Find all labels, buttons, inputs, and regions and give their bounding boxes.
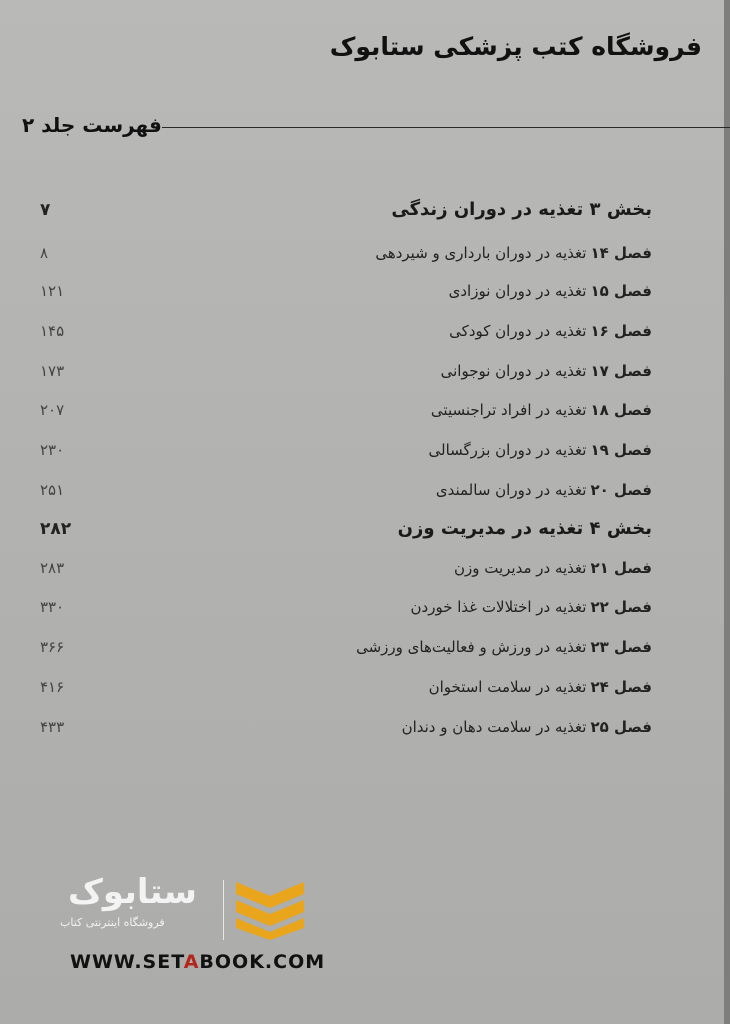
chapter-number: فصل ۱۵ [590, 282, 652, 300]
toc-chapter-row [40, 226, 652, 262]
toc-entry-title: تغذیه در مدیریت وزن [453, 559, 587, 577]
toc-page-number: ۴۱۶ [40, 678, 65, 696]
logo-divider [223, 880, 224, 940]
logo-wordmark: ستابوک [68, 872, 197, 912]
page-edge [724, 0, 730, 1024]
website-url-accent: A [183, 951, 200, 973]
toc-section-row [40, 184, 652, 220]
toc-chapter-row [40, 304, 652, 340]
chapter-number: فصل ۲۴ [590, 678, 652, 696]
toc-page-number: ۷ [40, 200, 51, 220]
toc-page-number: ۱۲۱ [40, 282, 65, 300]
chapter-number: فصل ۱۶ [590, 322, 652, 340]
chapter-number: فصل ۱۹ [590, 441, 652, 459]
website-url-end: BOOK.COM [199, 951, 326, 973]
header-divider [162, 127, 730, 128]
toc-entry-title: تغذیه در اختلالات غذا خوردن [410, 598, 587, 616]
toc-entry-label [398, 518, 652, 539]
chapter-number: فصل ۲۳ [590, 638, 652, 656]
website-url[interactable] [70, 951, 325, 973]
toc-chapter-row [40, 423, 652, 459]
toc-chapter-row [40, 264, 652, 300]
toc-entry-label [402, 718, 652, 736]
toc-entry-title: تغذیه در سلامت دهان و دندان [401, 718, 587, 736]
toc-entry-title: تغذیه در دوران کودکی [449, 322, 587, 340]
toc-page-number: ۲۰۷ [40, 401, 65, 419]
chapter-number: فصل ۲۵ [590, 718, 652, 736]
toc-entry-title: تغذیه در دوران نوزادی [448, 282, 587, 300]
toc-page-number: ۸ [40, 244, 49, 262]
toc-chapter-row [40, 580, 652, 616]
toc-chapter-row [40, 541, 652, 577]
chapter-number: فصل ۲۱ [590, 559, 652, 577]
setabook-logo [60, 872, 310, 952]
toc-entry-label [391, 199, 652, 220]
store-title: فروشگاه کتب پزشکی ستابوک [329, 32, 702, 61]
toc-entry-label [436, 481, 652, 499]
toc-entry-label [441, 362, 652, 380]
toc-entry-label [356, 638, 652, 656]
chapter-number: فصل ۱۷ [590, 362, 652, 380]
chapter-number: فصل ۲۰ [590, 481, 652, 499]
chapter-number: فصل ۱۸ [590, 401, 652, 419]
toc-entry-label [429, 678, 652, 696]
toc-page-number: ۱۴۵ [40, 322, 65, 340]
toc-chapter-row [40, 344, 652, 380]
chevron-stack-icon [232, 878, 308, 940]
toc-page-number: ۴۳۳ [40, 718, 65, 736]
chapter-number: فصل ۲۲ [590, 598, 652, 616]
toc-entry-title: تغذیه در دوران بزرگسالی [428, 441, 587, 459]
toc-entry-label [429, 441, 652, 459]
toc-entry-title: تغذیه در ورزش و فعالیت‌های ورزشی [356, 638, 587, 656]
toc-entry-title: تغذیه در دوران نوجوانی [440, 362, 587, 380]
toc-chapter-row [40, 660, 652, 696]
toc-entry-label [449, 282, 652, 300]
toc-page-number: ۲۵۱ [40, 481, 65, 499]
toc-entry-title: بخش ۴ تغذیه در مدیریت وزن [397, 518, 652, 539]
toc-entry-label [431, 401, 652, 419]
toc-entry-label [411, 598, 652, 616]
toc-entry-label [454, 559, 652, 577]
toc-title: فهرست جلد ۲ [22, 113, 162, 137]
toc-chapter-row [40, 620, 652, 656]
toc-entry-label [375, 244, 652, 262]
toc-entry-title: تغذیه در دوران بارداری و شیردهی [375, 244, 587, 262]
toc-page-number: ۲۸۳ [40, 559, 65, 577]
toc-page-number: ۱۷۳ [40, 362, 65, 380]
toc-entry-title: تغذیه در سلامت استخوان [428, 678, 587, 696]
website-url-start: WWW.SET [70, 951, 184, 973]
toc-page-number: ۲۳۰ [40, 441, 65, 459]
toc-page-number: ۳۶۶ [40, 638, 65, 656]
toc-entry-title: بخش ۳ تغذیه در دوران زندگی [391, 199, 652, 220]
toc-entry-label [449, 322, 652, 340]
toc-chapter-row [40, 700, 652, 736]
toc-page-number: ۳۳۰ [40, 598, 65, 616]
toc-entry-title: تغذیه در دوران سالمندی [435, 481, 587, 499]
chapter-number: فصل ۱۴ [590, 244, 652, 262]
logo-tagline: فروشگاه اینترنتی کتاب [60, 916, 165, 929]
toc-chapter-row [40, 383, 652, 419]
toc-section-row [40, 503, 652, 539]
toc-chapter-row [40, 463, 652, 499]
toc-page-number: ۲۸۲ [40, 519, 72, 539]
toc-entry-title: تغذیه در افراد تراجنسیتی [430, 401, 587, 419]
